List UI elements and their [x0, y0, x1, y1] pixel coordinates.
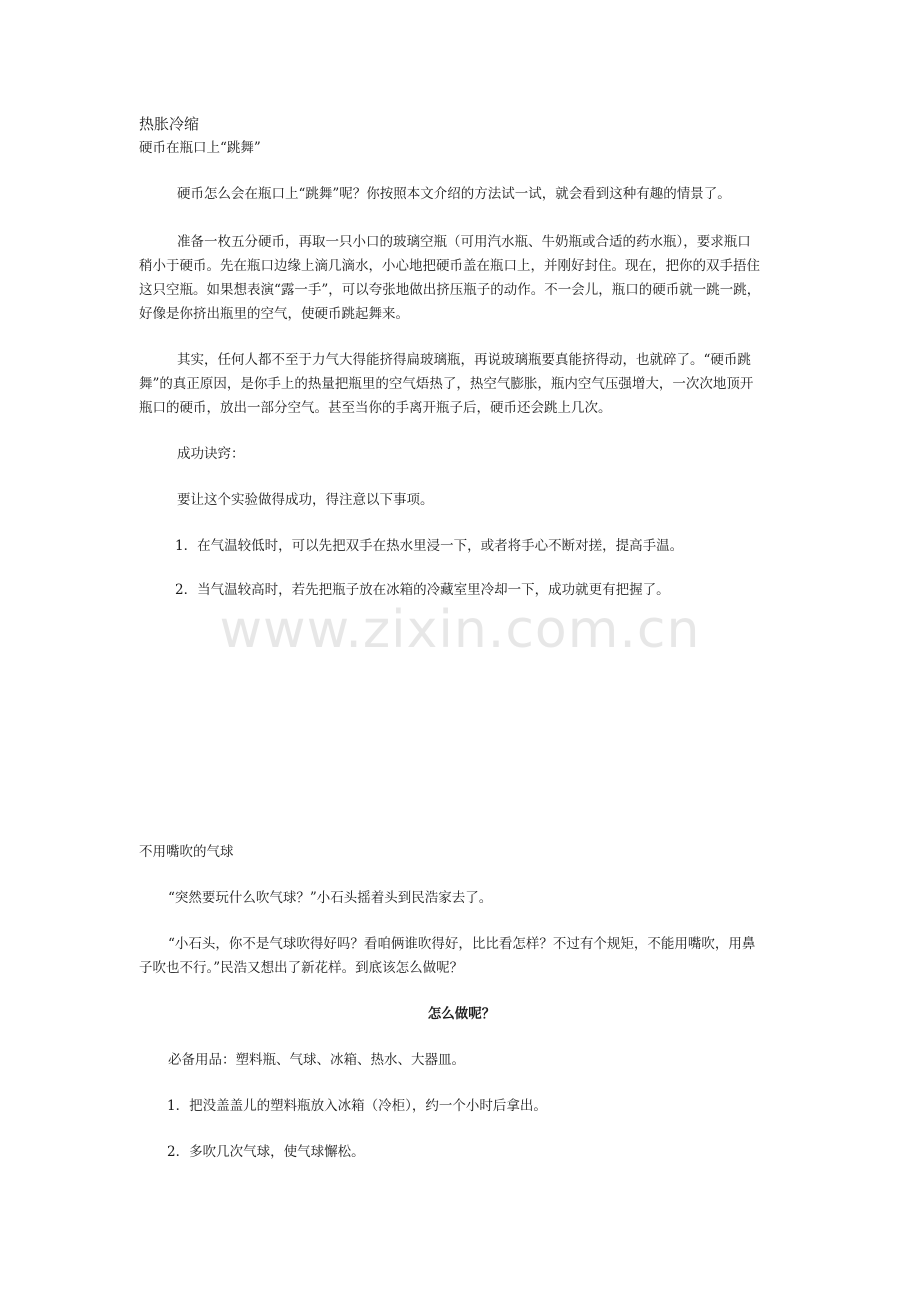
- paragraph-line: 舞”的真正原因，是你手上的热量把瓶里的空气焐热了，热空气膨胀，瓶内空气压强增大，一次次地顶开: [139, 376, 754, 392]
- section-title: 不用嘴吹的气球: [139, 844, 234, 860]
- intro-paragraph: 硬币怎么会在瓶口上“跳舞”呢？你按照本文介绍的方法试一试，就会看到这种有趣的情景了。: [177, 186, 731, 202]
- watermark: www.zixin.com.cn: [219, 600, 701, 660]
- materials-line: 必备用品：塑料瓶、气球、冰箱、热水、大器皿。: [168, 1052, 465, 1068]
- list-item: 2．当气温较高时，若先把瓶子放在冰箱的冷藏室里冷却一下，成功就更有把握了。: [175, 582, 670, 598]
- tips-intro: 要让这个实验做得成功，得注意以下事项。: [177, 492, 434, 508]
- paragraph-line: 瓶口的硬币，放出一部分空气。甚至当你的手离开瓶子后，硬币还会跳上几次。: [139, 400, 612, 416]
- paragraph-line: 好像是你挤出瓶里的空气，使硬币跳起舞来。: [139, 306, 409, 322]
- section-heading: 怎么做呢？: [427, 1006, 496, 1022]
- paragraph-line: 这只空瓶。如果想表演“露一手”，可以夸张地做出挤压瓶子的动作。不一会儿，瓶口的硬币就一跳一跳，: [139, 282, 761, 298]
- list-item: 1．在气温较低时，可以先把双手在热水里浸一下，或者将手心不断对搓，提高手温。: [175, 538, 684, 554]
- paragraph-line: 稍小于硬币。先在瓶口边缘上滴几滴水，小心地把硬币盖在瓶口上，并刚好封住。现在，把你的双手捂住: [139, 258, 760, 274]
- paragraph-line: 准备一枚五分硬币，再取一只小口的玻璃空瓶（可用汽水瓶、牛奶瓶或合适的药水瓶），要求瓶口: [177, 234, 751, 250]
- section-title: 热胀冷缩: [139, 115, 200, 133]
- paragraph-line: “突然要玩什么吹气球？”小石头摇着头到民浩家去了。: [168, 890, 493, 906]
- tips-title: 成功诀窍：: [177, 446, 245, 462]
- experiment-subtitle: 硬币在瓶口上“跳舞”: [139, 140, 261, 156]
- paragraph-line: 子吹也不行。”民浩又想出了新花样。到底该怎么做呢？: [139, 960, 464, 976]
- list-item: 1．把没盖盖儿的塑料瓶放入冰箱（冷柜），约一个小时后拿出。: [167, 1098, 547, 1114]
- list-item: 2．多吹几次气球，使气球懈松。: [167, 1144, 365, 1160]
- paragraph-line: “小石头，你不是气球吹得好吗？看咱俩谁吹得好，比比看怎样？不过有个规矩，不能用嘴吹，用鼻: [168, 936, 756, 952]
- paragraph-line: 其实，任何人都不至于力气大得能挤得扁玻璃瓶，再说玻璃瓶要真能挤得动，也就碎了。“硬币跳: [177, 352, 751, 368]
